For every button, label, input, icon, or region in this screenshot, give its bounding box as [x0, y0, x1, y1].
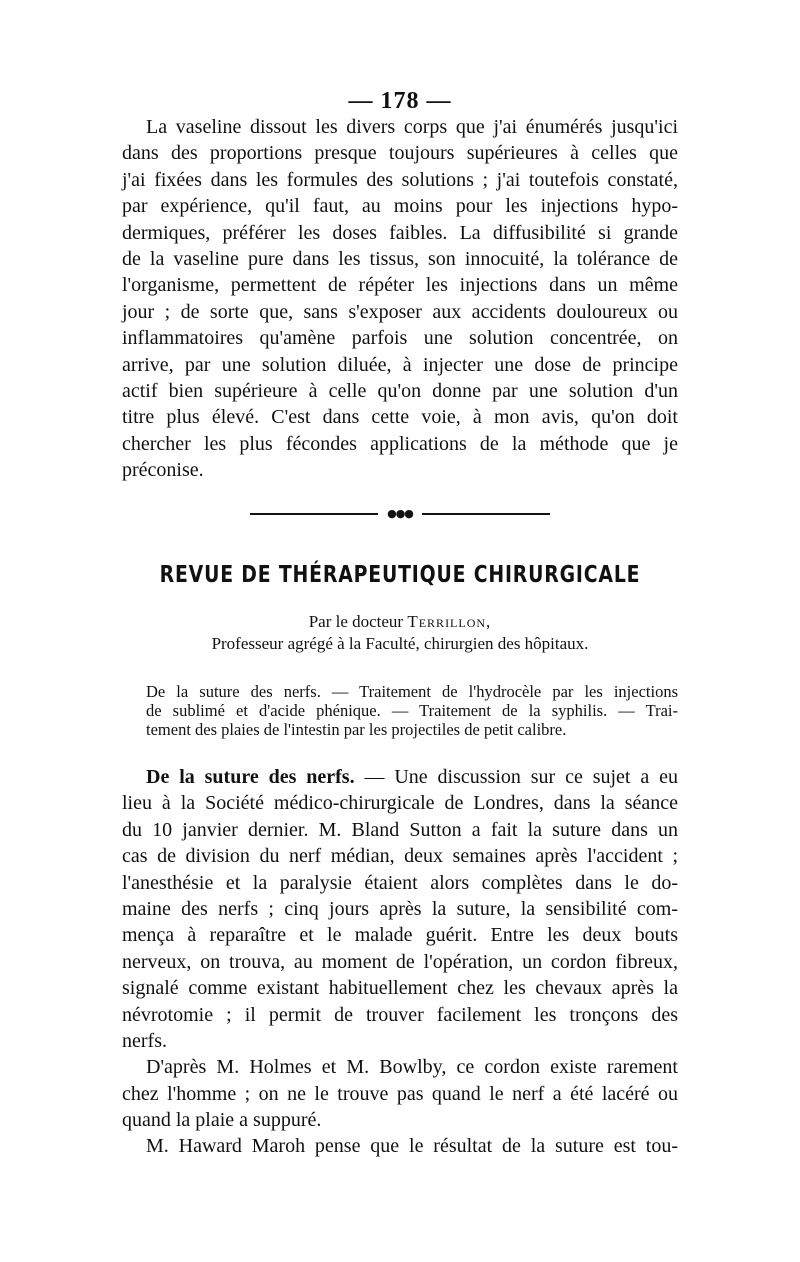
section-summary	[122, 682, 678, 739]
text-line: mença à reparaître et le malade guérit. Entre les deux bouts	[122, 924, 678, 947]
text-line: D'après M. Holmes et M. Bowlby, ce cordon existe rarement	[146, 1056, 678, 1079]
text-line: arrive, par une solution diluée, à injecter une dose de principe	[122, 353, 678, 376]
text-line: lieu à la Société médico-chirurgicale de Londres, dans la séance	[122, 792, 678, 815]
ornamental-divider	[250, 508, 550, 520]
summary-line: tement des plaies de l'intestin par les projectiles de petit calibre.	[146, 720, 567, 739]
author-name: Terrillon,	[407, 612, 492, 631]
text-line: chez l'homme ; on ne le trouve pas quand le nerf a été lacéré ou	[122, 1082, 678, 1105]
page-number: — 178 —	[348, 88, 452, 114]
text-line: dans des proportions presque toujours supérieures à celles que	[122, 142, 678, 165]
byline	[0, 612, 800, 632]
text-line: dermiques, préférer les doses faibles. La diffusibilité si grande	[122, 221, 678, 244]
text-line: signalé comme existant habituellement chez les chevaux après la	[122, 977, 678, 1000]
text-line: du 10 janvier dernier. M. Bland Sutton a fait la suture dans un	[122, 818, 678, 841]
text-line: cas de division du nerf médian, deux semaines après l'accident ;	[122, 845, 678, 868]
summary-line: de sublimé et d'acide phénique. — Traitement de la syphilis. — Trai-	[146, 701, 678, 720]
text-line: l'organisme, permettent de répéter les injections dans un même	[122, 274, 678, 297]
byline-prefix: Par le docteur	[308, 612, 404, 631]
text-line: de la vaseline pure dans les tissus, son innocuité, la tolérance de	[122, 247, 678, 270]
text-line: quand la plaie a suppuré.	[122, 1109, 322, 1132]
text-line	[122, 764, 678, 790]
section-title: REVUE DE THÉRAPEUTIQUE CHIRURGICALE	[159, 562, 641, 588]
subsection-lead: De la suture des nerfs.	[146, 766, 355, 788]
text-line: titre plus élevé. C'est dans cette voie, à mon avis, qu'on doit	[122, 406, 678, 429]
text-line: l'anesthésie et la paralysie étaient alors complètes dans le do-	[122, 871, 678, 894]
summary-line: De la suture des nerfs. — Traitement de l'hydrocèle par les injections	[146, 682, 678, 701]
text-line: par expérience, qu'il faut, au moins pour les injections hypo-	[122, 195, 678, 218]
text-line: jour ; de sorte que, sans s'exposer aux accidents douloureux ou	[122, 300, 678, 323]
text-line: actif bien supérieure à celle qu'on donne par une solution d'un	[122, 379, 678, 402]
body-text	[122, 764, 678, 1160]
text-line: La vaseline dissout les divers corps que j'ai énumérés jusqu'ici	[146, 116, 678, 138]
text-line: inflammatoires qu'amène parfois une solution concentrée, on	[122, 327, 678, 350]
text-line: j'ai fixées dans les formules des solutions ; j'ai toutefois constaté,	[122, 168, 678, 191]
text-line: préconise.	[122, 459, 204, 482]
text-line: névrotomie ; il permit de trouver facilement les tronçons des	[122, 1003, 678, 1026]
text-line: M. Haward Maroh pense que le résultat de la suture est tou-	[146, 1135, 678, 1158]
text-line: chercher les plus fécondes applications de la méthode que je	[122, 432, 678, 455]
text-line: maine des nerfs ; cinq jours après la suture, la sensibilité com-	[122, 897, 678, 920]
text-line: nerfs.	[122, 1029, 167, 1052]
intro-paragraph	[122, 114, 678, 483]
divider-ornament: ●●●	[378, 508, 422, 520]
text-line: nerveux, on trouva, au moment de l'opération, un cordon fibreux,	[122, 950, 678, 973]
author-affiliation: Professeur agrégé à la Faculté, chirurgien des hôpitaux.	[211, 634, 589, 653]
text-run: — Une discussion sur ce sujet a eu	[354, 766, 678, 788]
